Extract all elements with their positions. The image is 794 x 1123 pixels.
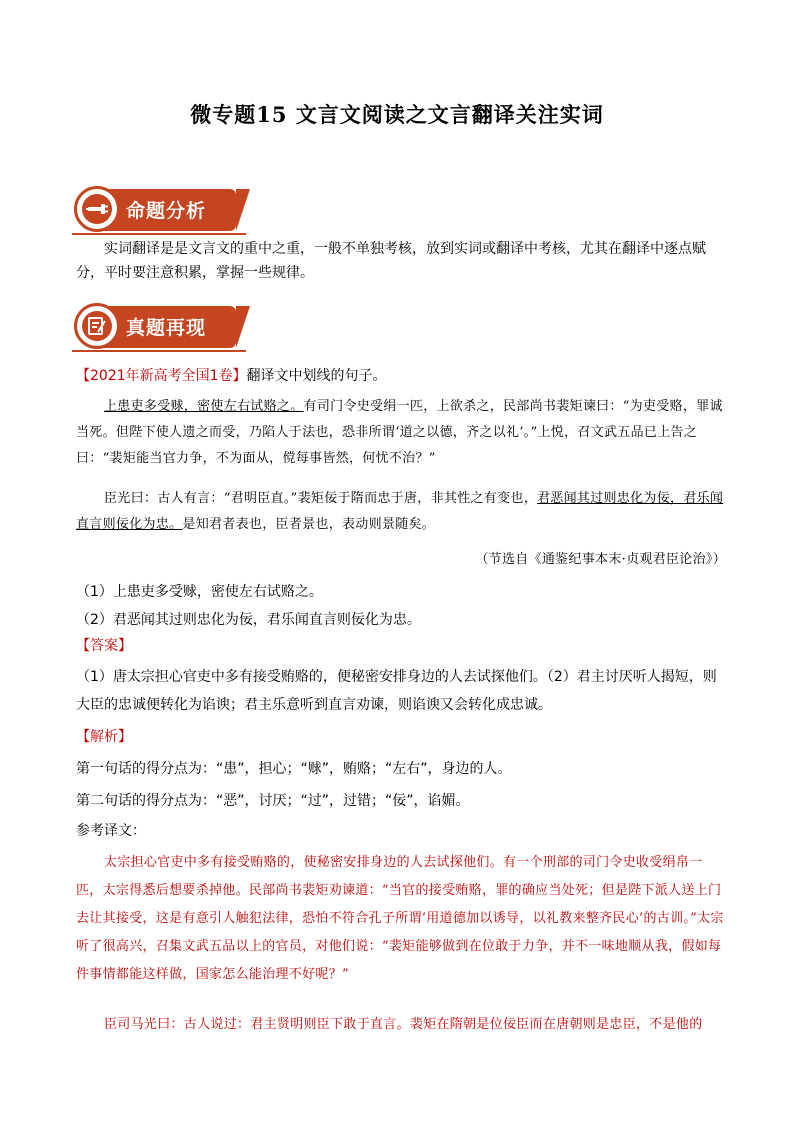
section-badge bbox=[74, 186, 120, 232]
analysis-line-2: 第二句话的得分点为：“恶”，讨厌；“过”，过错；“佞”，谄媚。 bbox=[76, 793, 470, 809]
reference-paragraph-2: 臣司马光曰：古人说过：君主贤明则臣下敢于直言。裴矩在隋朝是位佞臣而在唐朝则是忠臣，不是他的 bbox=[104, 1017, 703, 1032]
section-underline bbox=[72, 350, 246, 352]
answer-text: （1）唐太宗担心官吏中多有接受贿赂的，便秘密安排身边的人去试探他们。（2）君主讨厌听人揭短，则大臣的忠诚便转化为谄谀；君主乐意听到直言劝谏，则谄谀又会转化成忠诚。 bbox=[76, 669, 717, 713]
section-underline bbox=[72, 233, 246, 235]
question-1: （1）上患吏多受赇，密使左右试赂之。 bbox=[76, 584, 323, 600]
question-2: （2）君恶闻其过则忠化为佞，君乐闻直言则佞化为忠。 bbox=[76, 612, 421, 628]
passage-citation: （节选自《通鉴纪事本末·贞观君臣论治》） bbox=[475, 552, 726, 567]
section-header-exam bbox=[76, 306, 236, 348]
passage-underlined-sentence-2: 君恶闻其过则忠化为佞，君乐闻直言则佞化为忠。 bbox=[76, 491, 724, 532]
analysis-paragraph: 实词翻译是是文言文的重中之重，一般不单独考核，放到实词或翻译中考核，尤其在翻译中逐点赋分，平时要注意积累，掌握一些规律。 bbox=[76, 241, 706, 281]
passage-underlined-sentence-1: 上患吏多受赇，密使左右试赂之。 bbox=[104, 399, 304, 414]
passage-paragraph-1 bbox=[76, 394, 726, 472]
usb-plug-icon bbox=[84, 196, 110, 222]
exam-prompt-line bbox=[76, 364, 726, 388]
section-header-analysis bbox=[76, 189, 236, 231]
reference-label: 参考译文： bbox=[76, 823, 146, 839]
exam-prompt: 翻译文中划线的句子。 bbox=[246, 368, 387, 384]
edit-note-icon bbox=[84, 313, 110, 339]
analysis-label: 【解析】 bbox=[76, 729, 132, 745]
answer-label: 【答案】 bbox=[76, 638, 132, 654]
section-badge bbox=[74, 303, 120, 349]
section-header-label: 真题再现 bbox=[126, 317, 207, 339]
passage-text: 是知君者表也，臣者景也，表动则景随矣。 bbox=[182, 517, 436, 532]
reference-paragraph-1: 太宗担心官吏中多有接受贿赂的，使秘密安排身边的人去试探他们。有一个刑部的司门令史收受绢帛一匹，太宗得悉后想要杀掉他。民部尚书裴矩劝谏道：“当官的接受贿赂，罪的确应当处死；但是陛下派人送上门去让其接受，这是有意引人触犯法律，恐怕不符合孔子所谓‘用道德加以诱导，以礼教来整齐民心’的古训。”太宗听了很高兴，召集文武五品以上的官员，对他们说：“裴矩能够做到在位敢于力争，并不一味地顺从我，假如每件事情都能这样做，国家怎么能治理不好呢？” bbox=[76, 855, 724, 982]
analysis-line-1: 第一句话的得分点为：“患”，担心；“赇”，贿赂；“左右”，身边的人。 bbox=[76, 761, 512, 777]
section-header-label: 命题分析 bbox=[126, 200, 207, 222]
passage-text: 有司门令史受绢一匹，上欲杀之，民部尚书裴矩谏曰：“为吏受赂，罪诚当死。但陛下使人遗之而受，乃陷人于法也，恐非所谓‘道之以德，齐之以礼’。”上悦，召文武五品已上告之曰：“裴矩能当官力争，不为面从，傥每事皆然，何忧不治？” bbox=[76, 399, 723, 466]
page-title: 微专题15 文言文阅读之文言翻译关注实词 bbox=[190, 102, 604, 127]
passage-text: 臣光曰：古人有言：“君明臣直。”裴矩佞于隋而忠于唐，非其性之有变也， bbox=[104, 491, 537, 506]
exam-source-tag: 【2021年新高考全国1卷】 bbox=[76, 368, 247, 384]
passage-paragraph-2 bbox=[76, 486, 726, 538]
